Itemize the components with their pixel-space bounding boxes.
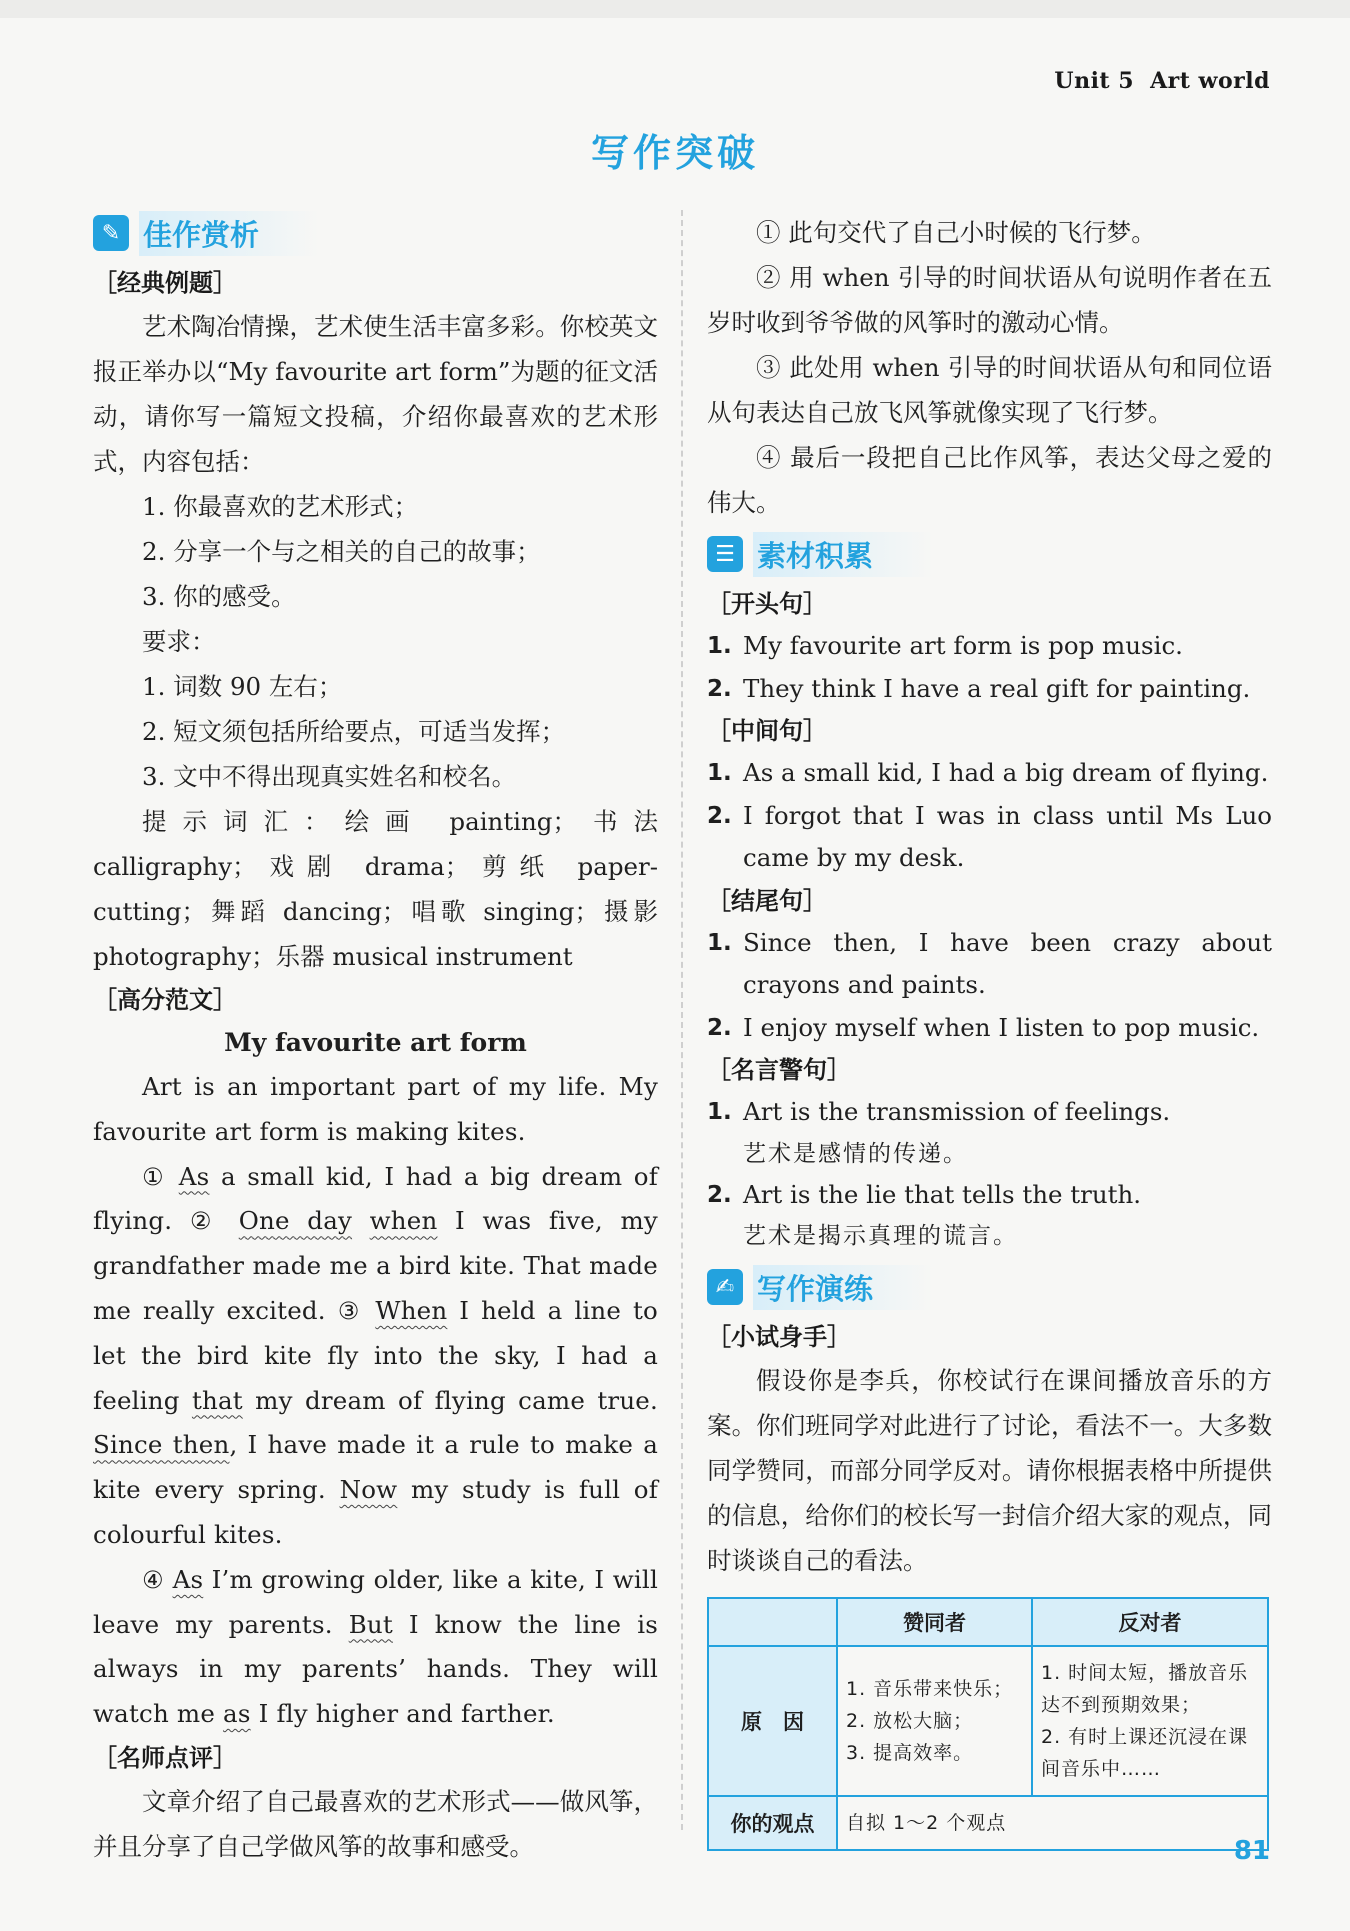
unit-topic: Art world (1150, 68, 1270, 94)
left-column (93, 210, 658, 1869)
column-divider (681, 210, 683, 1830)
table-row-label-reason: 原 因 (708, 1646, 837, 1796)
note-3: ③ 此处用 when 引导的时间状语从句和同位语从句表达自己放飞风筝就像实现了飞行梦。 (707, 353, 1272, 427)
materials-list (707, 583, 1272, 1256)
support-item: 2. 放松大脑； (846, 1710, 974, 1732)
table-cell-support (837, 1646, 1032, 1796)
opinion-table (707, 1597, 1269, 1851)
content-item: 1. 你最喜欢的艺术形式； (142, 492, 419, 521)
subhead-quotes: ［名言警句］ (707, 1056, 851, 1084)
oppose-item: 1. 时间太短，播放音乐达不到预期效果； (1041, 1662, 1249, 1716)
section-heading-materials (707, 531, 1272, 577)
requirements-label: 要求： (142, 627, 216, 656)
subhead-opening: ［开头句］ (707, 590, 827, 618)
content-item: 2. 分享一个与之相关的自己的故事； (142, 537, 541, 566)
subhead-review: ［名师点评］ (93, 1743, 237, 1772)
subhead-model: ［高分范文］ (93, 986, 237, 1014)
vocabulary-hint: 提示词汇：绘画 painting；书法 calligraphy；戏剧 drama；剪纸 paper-cutting；舞蹈 dancing；唱歌 singing；摄影 photography；乐器 musical instrument (93, 807, 658, 971)
list-item: 1. Art is the transmission of feelings. (707, 1097, 1171, 1126)
essay-paragraph-2: ① As a small kid, I had a big dream of flying. ② One day when I was five, my grandfather made me a bird kite. That made me really excited. ③ When I held a line to let the bird kite fly into the sky, I had a feeling that my dream of flying came true. Since then, I have made it a rule to make a kite every spring. Now my study is full of colourful kites. (93, 1161, 659, 1549)
table-cell-oppose (1032, 1646, 1268, 1796)
page-title: 写作突破 (590, 131, 759, 175)
table-cell-view: 自拟 1～2 个观点 (837, 1796, 1268, 1850)
table-header-support: 赞同者 (837, 1598, 1032, 1646)
list-item: 2. I forgot that I was in class until Ms Luo came by my desk. (707, 800, 1272, 872)
subhead-practice: ［小试身手］ (707, 1323, 851, 1351)
teacher-review: 文章介绍了自己最喜欢的艺术形式——做风筝，并且分享了自己学做风筝的故事和感受。 (93, 1786, 658, 1861)
essay-title: My favourite art form (224, 1028, 527, 1057)
requirement-item: 1. 词数 90 左右； (142, 672, 343, 701)
content-item: 3. 你的感受。 (142, 582, 296, 611)
right-column (707, 210, 1272, 1851)
section-heading-appreciation (93, 210, 658, 256)
pencil-icon: ✎ (93, 215, 129, 251)
section-heading-practice (707, 1264, 1272, 1310)
subhead-example: ［经典例题］ (93, 269, 237, 297)
oppose-item: 2. 有时上课还沉浸在课间音乐中…… (1041, 1726, 1249, 1780)
essay-paragraph-1: Art is an important part of my life. My favourite art form is making kites. (93, 1072, 658, 1146)
section-title: 素材积累 (753, 532, 933, 577)
support-item: 1. 音乐带来快乐； (846, 1678, 1014, 1700)
essay-paragraph-3: ④ As I’m growing older, like a kite, I will leave my parents. But I know the line is always in my parents’ hands. They will watch me as I fly higher and farther. (93, 1564, 658, 1729)
table-header-oppose: 反对者 (1032, 1598, 1268, 1646)
table-row-label-view: 你的观点 (708, 1796, 837, 1850)
list-item: 2. Art is the lie that tells the truth. (707, 1179, 1142, 1209)
books-icon: ☰ (707, 536, 743, 572)
support-item: 3. 提高效率。 (846, 1742, 974, 1764)
requirement-item: 3. 文中不得出现真实姓名和校名。 (142, 762, 517, 791)
page-number: 81 (1233, 1836, 1270, 1866)
quote-translation: 艺术是感情的传递。 (743, 1140, 968, 1167)
unit-label: Unit 5 (1054, 68, 1135, 94)
note-1: ① 此句交代了自己小时候的飞行梦。 (756, 218, 1156, 247)
requirement-item: 2. 短文须包括所给要点，可适当发挥； (142, 717, 566, 746)
quote-translation: 艺术是揭示真理的谎言。 (743, 1223, 1018, 1249)
subhead-middle: ［中间句］ (707, 717, 827, 745)
page-edge (0, 0, 1350, 18)
list-item: 1. Since then, I have been crazy about crayons and paints. (707, 927, 1272, 999)
list-item: 2. I enjoy myself when I listen to pop music. (707, 1012, 1260, 1042)
practice-prompt: 假设你是李兵，你校试行在课间播放音乐的方案。你们班同学对此进行了讨论，看法不一。大多数同学赞同，而部分同学反对。请你根据表格中所提供的信息，给你们的校长写一封信介绍大家的观点，同时谈谈自己的看法。 (707, 1366, 1272, 1575)
list-item: 1. As a small kid, I had a big dream of flying. (707, 758, 1269, 787)
writing-hand-icon: ✍ (707, 1269, 743, 1305)
section-title: 佳作赏析 (139, 211, 319, 256)
note-4: ④ 最后一段把自己比作风筝，表达父母之爱的伟大。 (707, 443, 1272, 517)
list-item: 2. They think I have a real gift for painting. (707, 673, 1251, 703)
section-title: 写作演练 (753, 1265, 933, 1310)
running-head (1054, 68, 1270, 94)
list-item: 1. My favourite art form is pop music. (707, 631, 1183, 660)
note-2: ② 用 when 引导的时间状语从句说明作者在五岁时收到爷爷做的风筝时的激动心情。 (707, 263, 1272, 337)
prompt-intro: 艺术陶冶情操，艺术使生活丰富多彩。你校英文报正举办以“My favourite art form”为题的征文活动，请你写一篇短文投稿，介绍你最喜欢的艺术形式，内容包括： (93, 312, 658, 476)
subhead-ending: ［结尾句］ (707, 886, 827, 915)
table-corner (708, 1598, 837, 1646)
